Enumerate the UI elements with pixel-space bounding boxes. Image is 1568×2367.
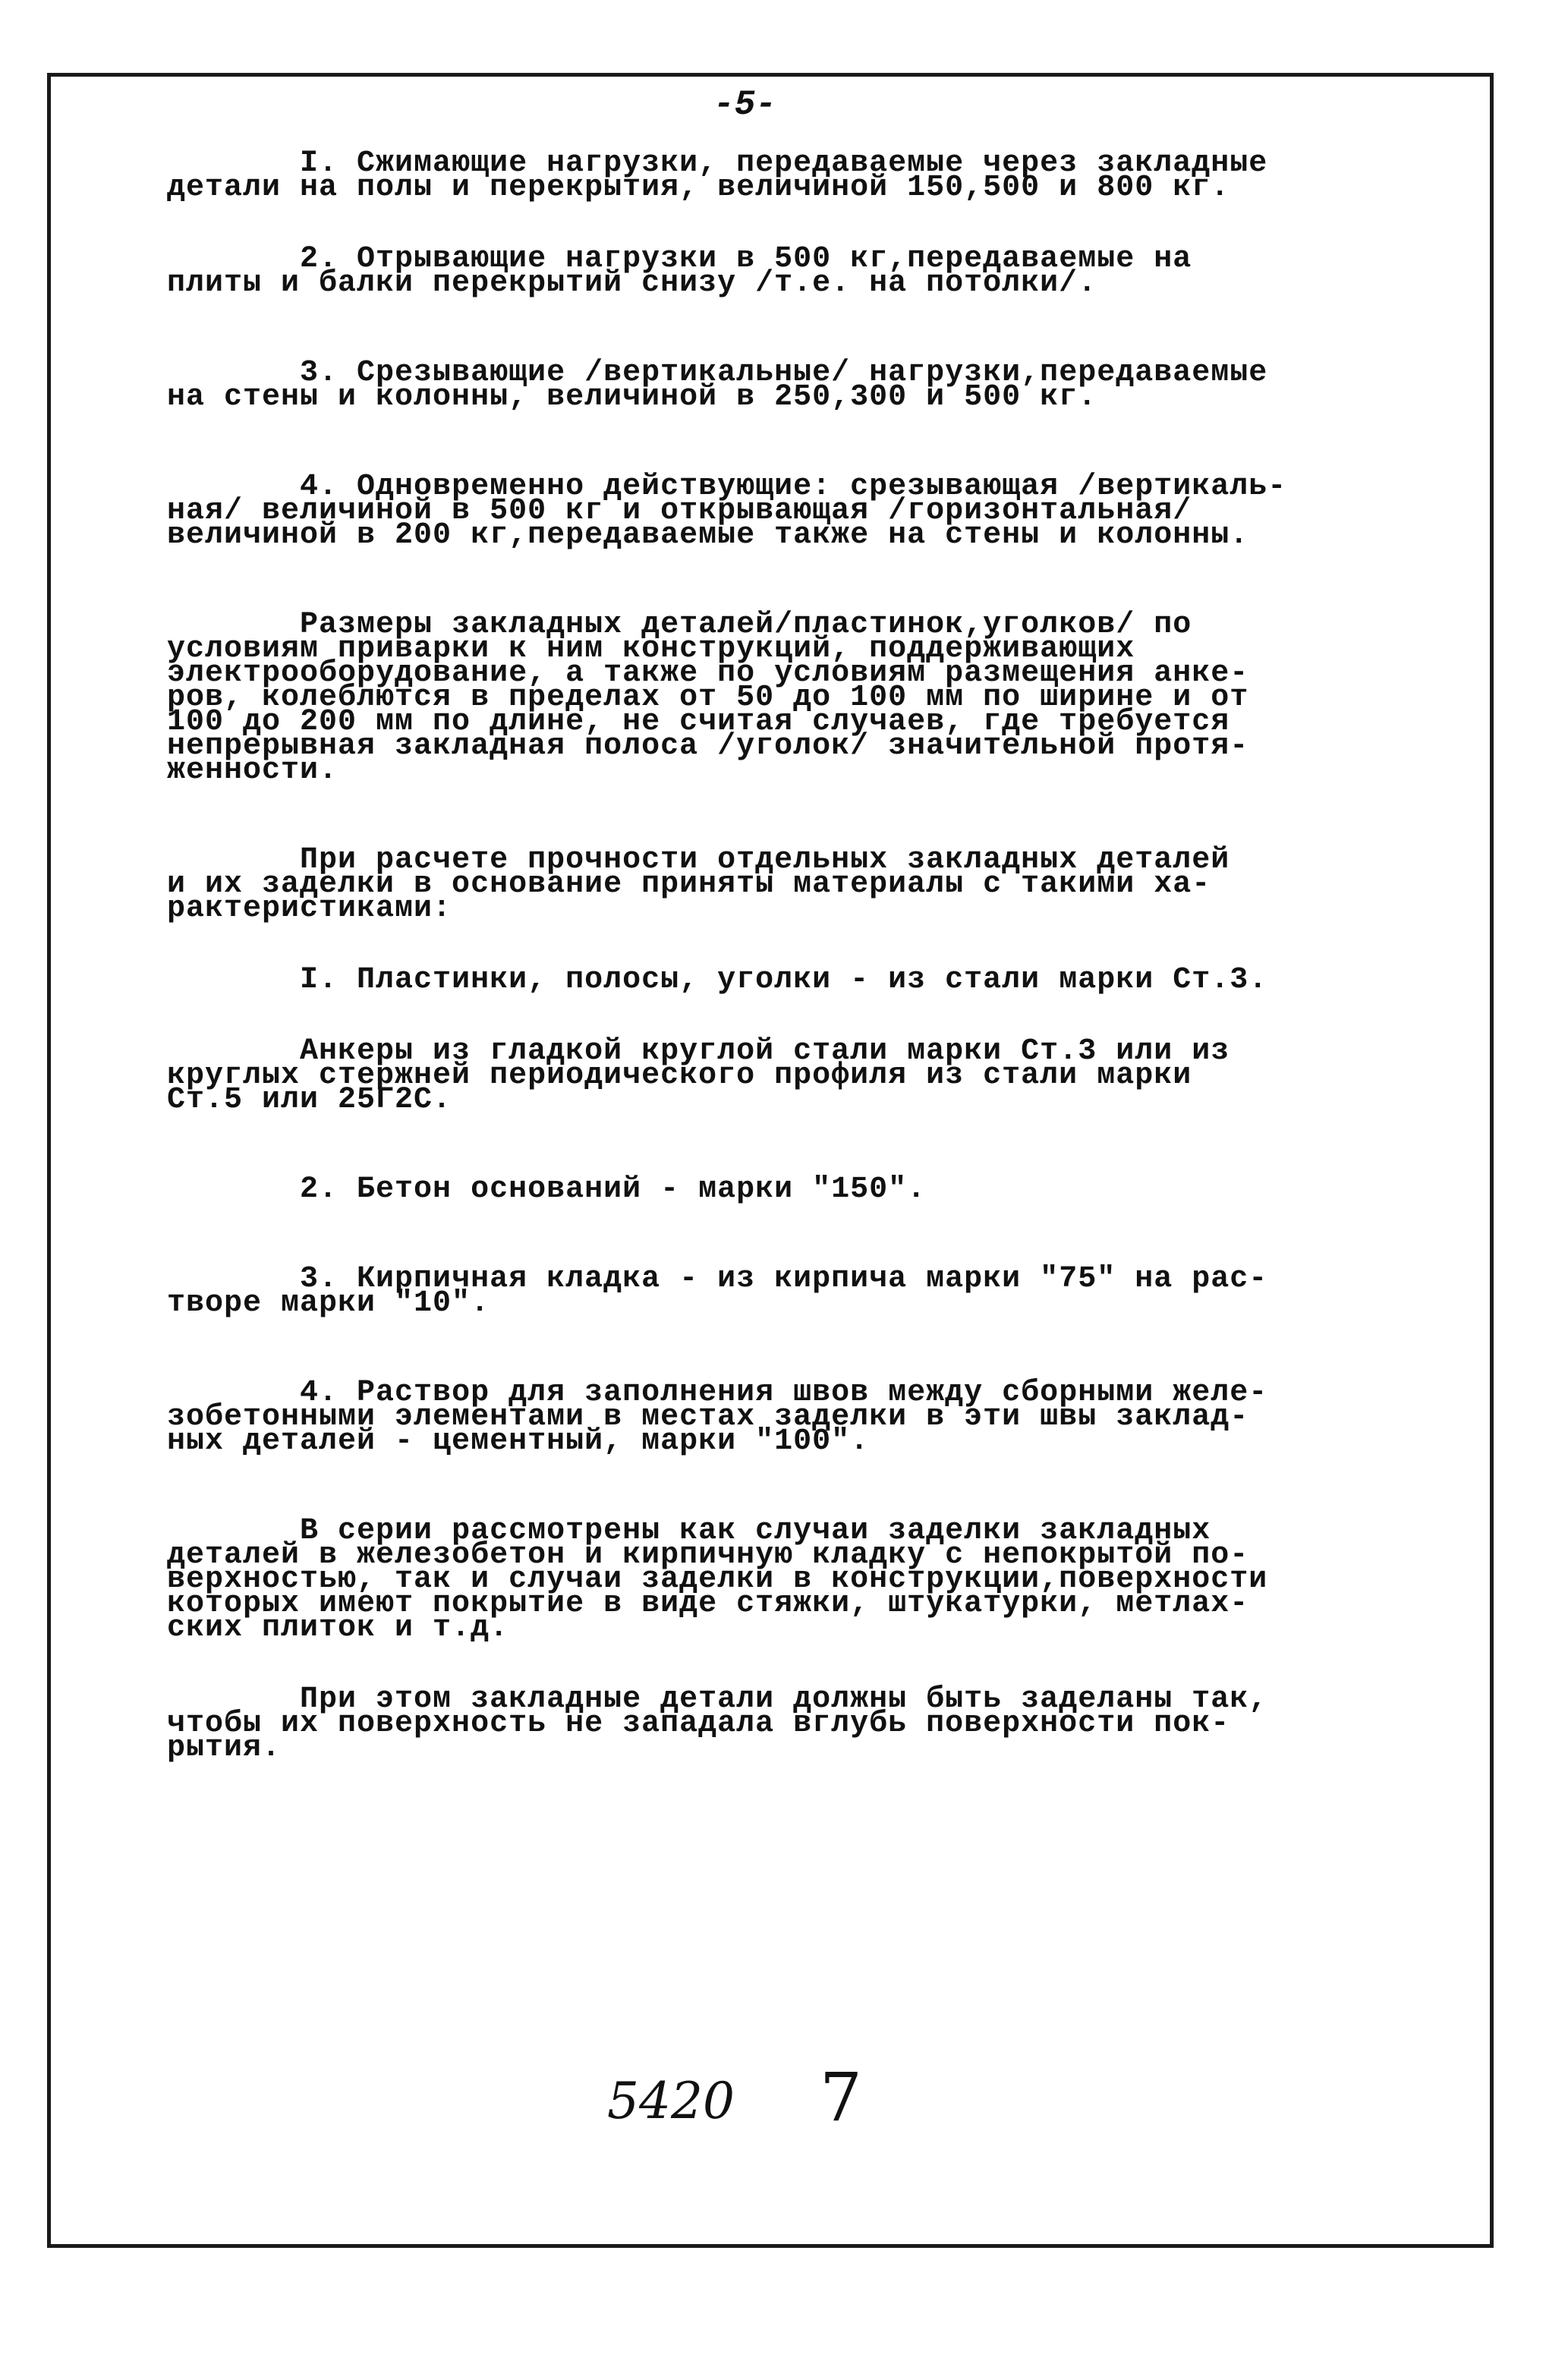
handwritten-sheet-number: 7 (820, 2058, 862, 2136)
paragraph-tearing-loads: 2. Отрывающие нагрузки в 500 кг,передаваемые на плиты и балки перекрытий снизу /т.е. на потолки/. (167, 242, 1192, 301)
paragraph-concrete: 2. Бетон оснований - марки "150". (167, 1172, 927, 1207)
paragraph-joint-mortar: 4. Раствор для заполнения швов между сборными желе- зобетонными элементами в местах заделки в эти швы заклад- ных деталей - цементный, марки "100". (167, 1376, 1268, 1459)
paragraph-materials-intro: При расчете прочности отдельных закладных деталей и их заделки в основание приняты материалы с такими ха- рактеристиками: (167, 843, 1230, 926)
paragraph-steel-plates: I. Пластинки, полосы, уголки - из стали марки Ст.3. (167, 963, 1268, 997)
paragraph-brickwork: 3. Кирпичная кладка - из кирпича марки "75" на рас- творе марки "10". (167, 1262, 1268, 1320)
paragraph-shear-loads: 3. Срезывающие /вертикальные/ нагрузки,передаваемые на стены и колонны, величиной в 250,300 и 500 кг. (167, 356, 1268, 414)
document-body (167, 146, 1472, 1765)
paragraph-anchors: Анкеры из гладкой круглой стали марки Ст.3 или из круглых стержней периодического профиля из стали марки Ст.5 или 25Г2С. (167, 1034, 1230, 1117)
page-number: -5- (713, 85, 776, 124)
handwritten-document-code: 5420 (607, 2072, 735, 2130)
paragraph-series-cases: В серии рассмотрены как случаи заделки закладных деталей в железобетон и кирпичную кладку с непокрытой по- верхностью, так и случаи заделки в конструкции,поверхности которых имеют покрытие в виде стяжки, штукатурки, метлах- ских плиток и т.д. (167, 1514, 1268, 1645)
paragraph-compressive-loads: I. Сжимающие нагрузки, передаваемые через закладные детали на полы и перекрытия, величиной 150,500 и 800 кг. (167, 146, 1268, 205)
paragraph-surface-requirement: При этом закладные детали должны быть заделаны так, чтобы их поверхность не западала вглубь поверхности пок- рытия. (167, 1682, 1268, 1765)
paragraph-simultaneous-loads: 4. Одновременно действующие: срезывающая /вертикаль- ная/ величиной в 500 кг и открывающая /горизонтальная/ величиной в 200 кг,передаваемые также на стены и колонны. (167, 470, 1287, 552)
paragraph-embedded-part-sizes: Размеры закладных деталей/пластинок,уголков/ по условиям приварки к ним конструкций, поддерживающих электрооборудование, а также по условиям размещения анке- ров, колеблются в пределах от 50 до 100 мм по ширине и от 100 до 200 мм по длине, не считая случаев, где требуется непрерывная закладная полоса /уголок/ значительной протя- женности. (167, 608, 1249, 788)
